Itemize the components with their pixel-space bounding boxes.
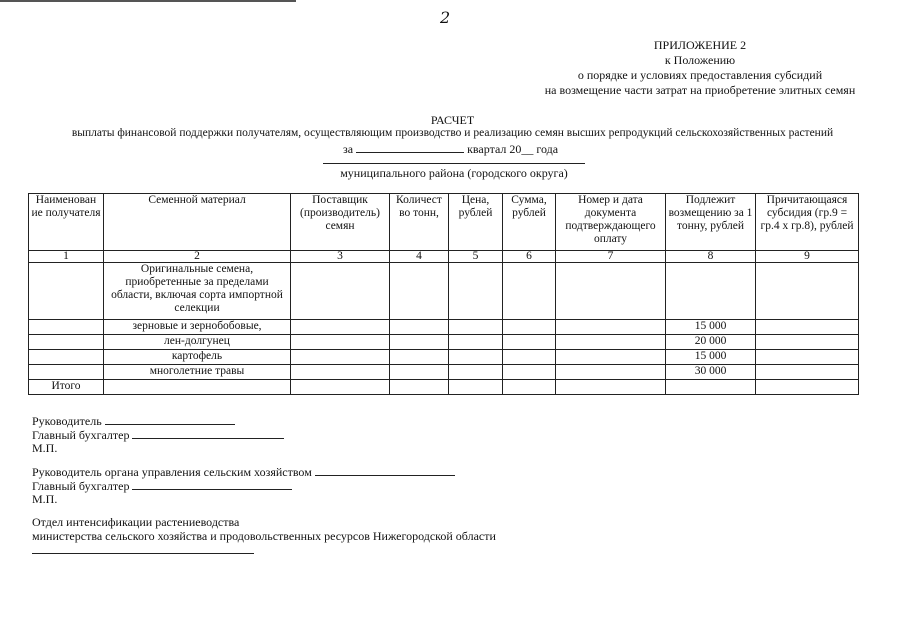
col-header-sum: Сумма, рублей [503,194,556,251]
table-cell[interactable] [756,263,859,320]
crop-name: картофель [104,350,291,365]
col-header-recipient: Наименован ие получателя [29,194,104,251]
table-cell[interactable] [666,263,756,320]
table-cell[interactable] [556,350,666,365]
table-cell[interactable] [291,380,390,395]
crop-rate: 30 000 [666,365,756,380]
table-row-crop [29,365,859,380]
agency-head-label: Руководитель органа управления сельским хозяйством [32,465,312,479]
period-blank[interactable] [356,141,464,153]
column-number: 1 [29,251,104,263]
table-cell[interactable] [291,365,390,380]
top-border-line [0,0,296,2]
table-cell[interactable] [503,320,556,335]
table-cell[interactable] [756,380,859,395]
table-cell[interactable] [390,380,449,395]
table-cell[interactable] [29,263,104,320]
calc-title: РАСЧЕТ [430,113,475,127]
table-cell[interactable] [756,320,859,335]
column-number: 3 [291,251,390,263]
period-line [343,141,558,157]
appendix-line-2: о порядке и условиях предоставления субсидий [577,68,823,82]
agency-head-blank[interactable] [315,464,455,476]
table-cell[interactable] [291,263,390,320]
table-cell[interactable] [29,335,104,350]
original-seeds-label: Оригинальные семена, приобретенные за пределами области, включая сорта импортной селекции [104,263,291,320]
stamp-label: М.П. [32,441,58,455]
table-cell[interactable] [666,380,756,395]
table-row-original-seeds [29,263,859,320]
appendix-line-1: к Положению [664,53,736,67]
ministry-label: министерства сельского хозяйства и продовольственных ресурсов Нижегородской области [32,529,496,543]
signature-chief-accountant-2 [32,478,292,494]
district-label: муниципального района (городского округа) [340,166,568,180]
table-cell[interactable] [291,335,390,350]
column-number-row [29,251,859,263]
crop-name: лен-долгунец [104,335,291,350]
table-cell[interactable] [449,380,503,395]
district-blank[interactable] [323,163,585,164]
table-cell[interactable] [390,263,449,320]
table-cell[interactable] [291,350,390,365]
appendix-line-3: на возмещение части затрат на приобретение элитных семян [544,83,856,97]
table-cell[interactable] [449,350,503,365]
table-cell[interactable] [756,335,859,350]
table-cell[interactable] [556,335,666,350]
table-cell[interactable] [503,350,556,365]
stamp-label-2: М.П. [32,492,58,506]
crop-name: многолетние травы [104,365,291,380]
crop-rate: 15 000 [666,320,756,335]
crop-rate: 20 000 [666,335,756,350]
table-row-crop [29,320,859,335]
chief-accountant-blank[interactable] [132,427,284,439]
department-signature-blank[interactable] [32,553,254,554]
column-number: 4 [390,251,449,263]
table-cell[interactable] [449,365,503,380]
table-header-row [29,194,859,251]
col-header-price: Цена, рублей [449,194,503,251]
for-label: за [343,142,354,156]
table-row-total [29,380,859,395]
col-header-rate: Подлежит возмещению за 1 тонну, рублей [666,194,756,251]
table-cell[interactable] [556,263,666,320]
chief-accountant-label: Главный бухгалтер [32,428,130,442]
table-cell[interactable] [449,335,503,350]
quarter-label: квартал 20__ года [467,142,559,156]
col-header-quantity: Количест во тонн, [390,194,449,251]
column-number: 2 [104,251,291,263]
col-header-seed-material: Семенной материал [104,194,291,251]
table-cell[interactable] [503,380,556,395]
signature-chief-accountant [32,427,284,443]
calc-subtitle: выплаты финансовой поддержки получателям, осуществляющим производство и реализацию семян высших репродукций сельскохозяйственных растений [71,127,834,139]
column-number: 6 [503,251,556,263]
table-cell[interactable] [556,365,666,380]
column-number: 7 [556,251,666,263]
column-number: 8 [666,251,756,263]
table-cell[interactable] [390,335,449,350]
chief-accountant-2-blank[interactable] [132,478,292,490]
column-number: 9 [756,251,859,263]
table-cell[interactable] [29,350,104,365]
col-header-subsidy: Причитающаяся субсидия (гр.9 = гр.4 х гр.8), рублей [756,194,859,251]
col-header-payment-doc: Номер и дата документа подтверждающего оплату [556,194,666,251]
appendix-title: ПРИЛОЖЕНИЕ 2 [653,38,747,52]
page-number: 2 [440,8,451,27]
col-header-supplier: Поставщик (производитель) семян [291,194,390,251]
total-label: Итого [29,380,104,395]
table-cell[interactable] [756,365,859,380]
table-cell[interactable] [756,350,859,365]
table-cell[interactable] [449,320,503,335]
table-cell[interactable] [29,320,104,335]
crop-rate: 15 000 [666,350,756,365]
table-cell[interactable] [104,380,291,395]
head-label: Руководитель [32,414,102,428]
table-cell[interactable] [390,320,449,335]
calculation-table [28,193,859,395]
table-cell[interactable] [503,263,556,320]
table-cell[interactable] [503,365,556,380]
table-cell[interactable] [390,350,449,365]
table-cell[interactable] [29,365,104,380]
column-number: 5 [449,251,503,263]
table-row-crop [29,335,859,350]
table-row-crop [29,350,859,365]
chief-accountant-2-label: Главный бухгалтер [32,479,130,493]
table-cell[interactable] [503,335,556,350]
table-cell[interactable] [449,263,503,320]
table-cell[interactable] [291,320,390,335]
table-cell[interactable] [556,380,666,395]
department-label: Отдел интенсификации растениеводства [32,515,240,529]
table-cell[interactable] [390,365,449,380]
table-cell[interactable] [556,320,666,335]
head-signature-blank[interactable] [105,413,235,425]
crop-name: зерновые и зернобобовые, [104,320,291,335]
